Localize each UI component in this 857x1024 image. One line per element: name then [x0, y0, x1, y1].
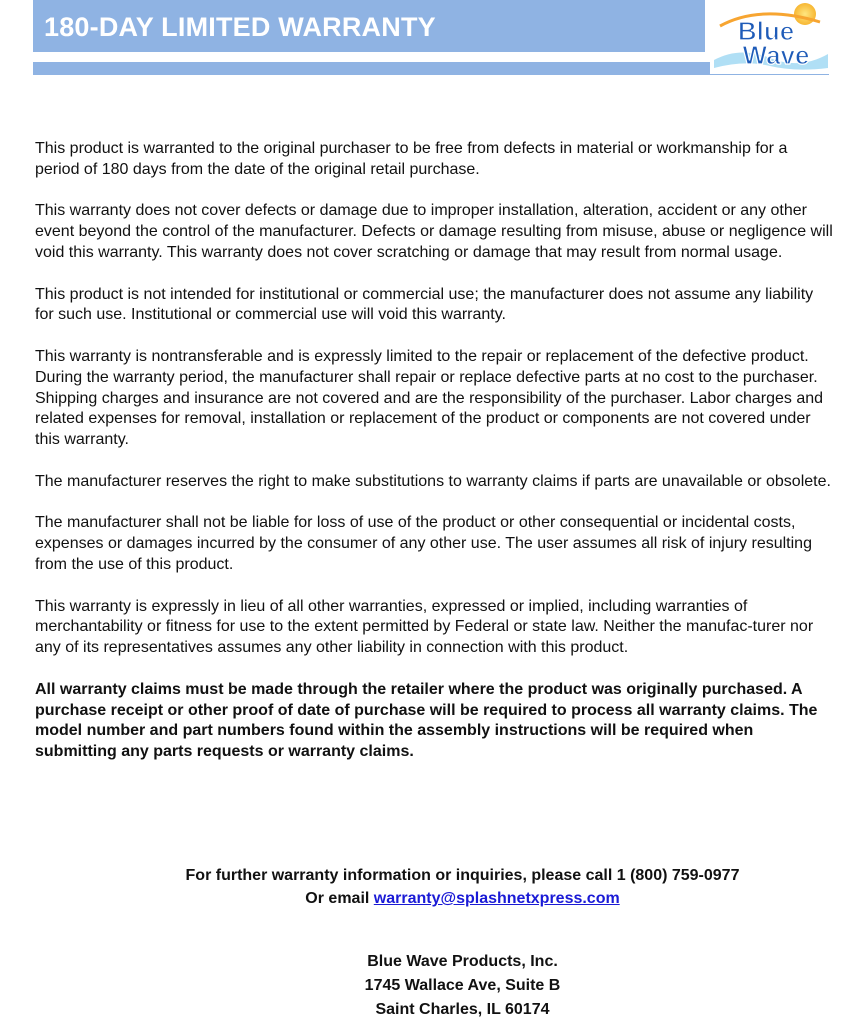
warranty-paragraph: This warranty is nontransferable and is expressly limited to the repair or replacement of the defective product. During the warranty period, the manufacturer shall repair or replace defective parts at no cost to the purchaser. Shipping charges and insurance are not covered and are the responsibility of the purchaser. Labor charges and related expenses for removal, installation or replacement of the product or components are not covered under this warranty.	[35, 347, 824, 449]
phone-line: For further warranty information or inquiries, please call 1 (800) 759-0977	[185, 867, 740, 884]
logo-text-bottom: Wave	[742, 40, 810, 70]
warranty-paragraph: The manufacturer shall not be liable for loss of use of the product or other consequential or incidental costs, expenses or damages incurred by the consumer of any other use. The user assumes all risk of injury resulting from the use of this product.	[35, 514, 812, 573]
company-address	[25, 950, 857, 1022]
street-address: 1745 Wallace Ave, Suite B	[364, 977, 561, 994]
warranty-paragraph: This warranty is expressly in lieu of all other warranties, expressed or implied, including warranties of merchantability or fitness for use to the extent permitted by Federal or state law. Neither the manufac-turer nor any of its representatives assumes any other liability in connection with this product.	[35, 597, 814, 657]
company-name: Blue Wave Products, Inc.	[367, 953, 558, 970]
warranty-paragraph: This product is not intended for institutional or commercial use; the manufacturer does not assume any liability for such use. Institutional or commercial use will void this warranty.	[35, 285, 814, 324]
logo-text-top: Blue	[737, 16, 795, 46]
email-line	[35, 887, 857, 910]
warranty-claims-paragraph: All warranty claims must be made through the retailer where the product was originally purchased. A purchase receipt or other proof of date of purchase will be required to process all warranty claims. The model number and part numbers found within the assembly instructions will be required when submitting any parts requests or warranty claims.	[35, 680, 818, 761]
page-title: 180-DAY LIMITED WARRANTY	[44, 12, 436, 42]
warranty-paragraph: This product is warranted to the original purchaser to be free from defects in material or workmanship for a period of 180 days from the date of the original retail purchase.	[35, 140, 788, 178]
blue-wave-logo	[710, 2, 832, 74]
city-state-zip: Saint Charles, IL 60174	[375, 1001, 550, 1018]
sun-icon	[794, 3, 816, 25]
email-link[interactable]: warranty@splashnetxpress.com	[373, 890, 620, 907]
email-prefix: Or email	[305, 890, 374, 907]
warranty-body	[35, 139, 835, 784]
contact-info	[35, 864, 857, 910]
logo-graphic	[710, 2, 832, 74]
warranty-paragraph: The manufacturer reserves the right to make substitutions to warranty claims if parts are unavailable or obsolete.	[35, 472, 831, 490]
warranty-paragraph: This warranty does not cover defects or damage due to improper installation, alteration, accident or any other event beyond the control of the manufacturer. Defects or damage resulting from misuse, abuse or negligence will void this warranty. This warranty does not cover scratching or damage that may result from normal usage.	[35, 202, 833, 261]
